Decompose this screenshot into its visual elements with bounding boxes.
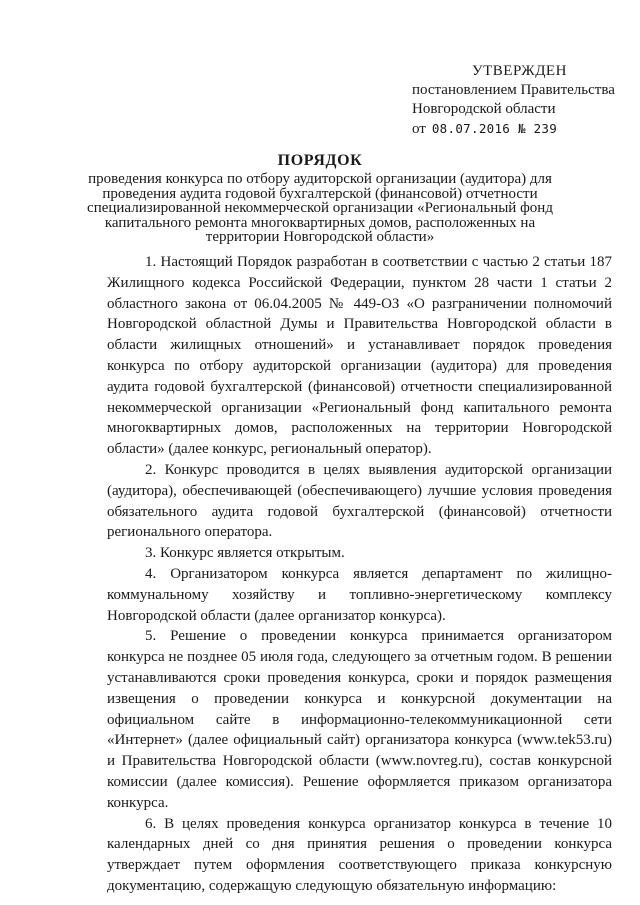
subtitle-line: специализированной некоммерческой организации «Региональный фонд [87, 200, 553, 216]
approval-line-1: постановлением Правительства [412, 82, 615, 98]
subtitle-line: проведения конкурса по отбору аудиторской организации (аудитора) для [88, 171, 552, 187]
document-subtitle [0, 172, 640, 245]
paragraph-1: 1. Настоящий Порядок разработан в соответствии с частью 2 статьи 187 Жилищного кодекса Российской Федерации, пунктом 28 части 1 статьи 2 областного закона от 06.04.2005 № 449-ОЗ «О разграничении полномочий Новгородской областной Думы и Правительства Новгородской области в области жилищных отношений» и устанавливает порядок проведения конкурса по отбору аудиторской организации (аудитора) для проведения аудита годовой бухгалтерской (финансовой) отчетности специализированной некоммерческой организации «Региональный фонд капитального ремонта многоквартирных домов, расположенных на территории Новгородской области» (далее конкурс, региональный оператор). [107, 254, 612, 458]
paragraph-4: 4. Организатором конкурса является департамент по жилищно-коммунальному хозяйству и топливно-энергетическому комплексу Новгородской области (далее организатор конкурса). [107, 565, 612, 624]
subtitle-line: капитального ремонта многоквартирных домов, расположенных на [104, 214, 536, 231]
approval-date-number: 08.07.2016 № 239 [431, 121, 558, 136]
approval-from-label: от [412, 121, 426, 137]
approval-stamp [412, 62, 632, 139]
approved-title: УТВЕРЖДЕН [472, 63, 567, 79]
approval-date-line [412, 119, 632, 139]
document-title: ПОРЯДОК [277, 152, 363, 169]
document-body [107, 252, 612, 897]
subtitle-line: территории Новгородской области» [205, 229, 435, 245]
paragraph-2: 2. Конкурс проводится в целях выявления аудиторской организации (аудитора), обеспечивающей (обеспечивающего) лучшие условия проведения обязательного аудита годовой бухгалтерской (финансовой) отчетности регионального оператора. [107, 461, 612, 541]
paragraph-6: 6. В целях проведения конкурса организатор конкурса в течение 10 календарных дней со дня принятия решения о проведении конкурса утверждает путем оформления соответствующего приказа конкурсную документацию, содержащую следующую обязательную информацию: [107, 815, 612, 894]
paragraph-5: 5. Решение о проведении конкурса принимается организатором конкурса не позднее 05 июля года, следующего за отчетным годом. В решении устанавливаются сроки проведения конкурса, сроки и порядок размещения извещения о проведении конкурса и конкурсной документации на официальном сайте в информационно-телекоммуникационной сети «Интернет» (далее официальный сайт) организатора конкурса (www.tek53.ru) и Правительства Новгородской области (www.novreg.ru), состав конкурсной комиссии (далее комиссия). Решение оформляется приказом организатора конкурса. [107, 628, 612, 811]
approval-line-2: Новгородской области [412, 101, 556, 117]
paragraph-3: 3. Конкурс является открытым. [145, 545, 345, 562]
subtitle-line: проведения аудита годовой бухгалтерской (финансовой) отчетности [102, 185, 538, 202]
